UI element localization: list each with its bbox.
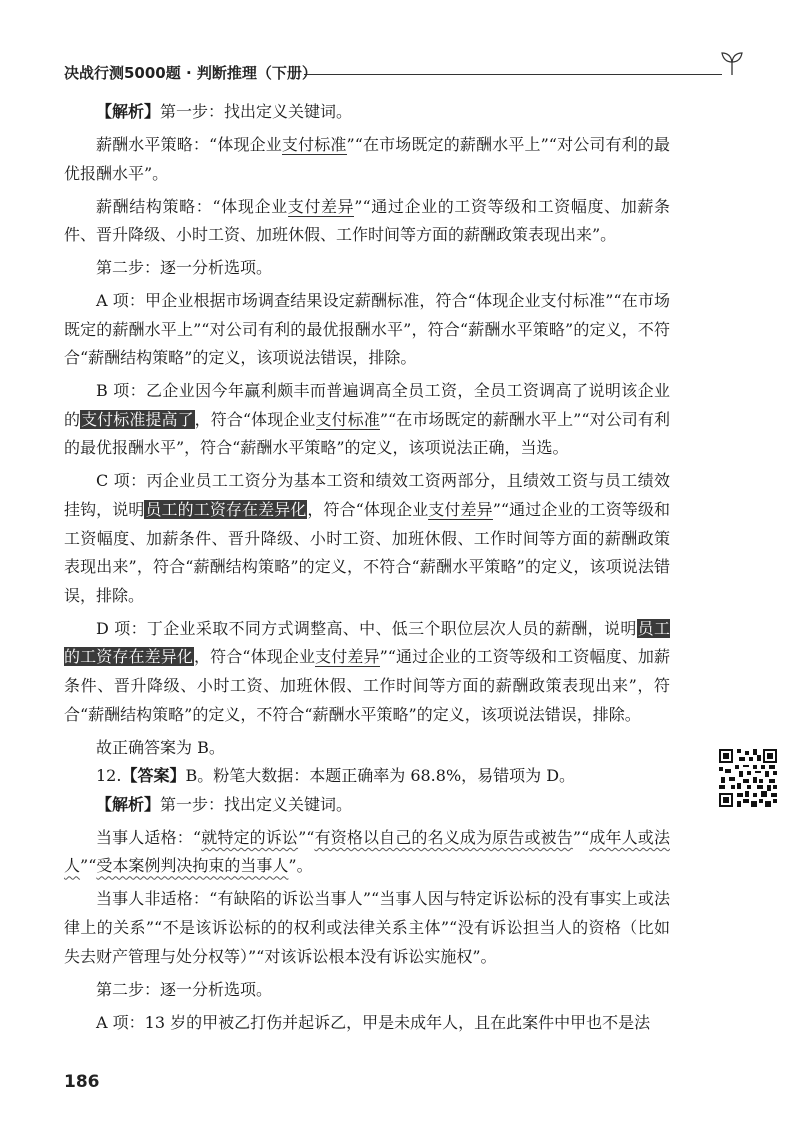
highlighted-phrase: 员工的工资存在差异化 xyxy=(64,618,670,667)
running-header xyxy=(64,60,744,86)
definition-improper-party: 当事人非适格：“有缺陷的诉讼当事人”“当事人因与特定诉讼标的没有事实上或法律上的关系”“不是该诉讼标的的权利或法律关系主体”“没有诉讼担当人的资格（比如失去财产管理与处分权等）”“对该诉讼根本没有诉讼实施权”。 xyxy=(64,889,670,966)
header-rule xyxy=(304,74,722,75)
underlined-keyword: 支付差异 xyxy=(315,647,380,667)
option-d-analysis: D 项：丁企业采取不同方式调整高、中、低三个职位层次人员的薪酬，说明员工的工资存在差异化，符合“体现企业支付差异”“通过企业的工资等级和工资幅度、加薪条件、晋升降级、小时工资、加班休假、工作时间等方面的薪酬政策表现出来”，符合“薪酬结构策略”的定义，不符合“薪酬水平策略”的定义，该项说法错误，排除。 xyxy=(64,618,670,724)
page-number: 186 xyxy=(64,1072,100,1092)
wavy-keyword: 有资格以自己的名义成为原告或被告 xyxy=(314,827,573,847)
leaf-icon xyxy=(720,50,744,76)
highlighted-phrase: 员工的工资存在差异化 xyxy=(145,500,307,520)
definition-salary-structure: 薪酬结构策略：“体现企业支付差异”“通过企业的工资等级和工资幅度、加薪条件、晋升降级、小时工资、加班休假、工作时间等方面的薪酬政策表现出来”。 xyxy=(64,196,670,245)
q12-analysis-step2: 第二步：逐一分析选项。 xyxy=(96,979,273,999)
option-a-analysis: A 项：甲企业根据市场调查结果设定薪酬标准，符合“体现企业支付标准”“在市场既定的薪酬水平上”“对公司有利的最优报酬水平”，符合“薪酬水平策略”的定义，不符合“薪酬结构策略”的定义，该项说法错误，排除。 xyxy=(64,291,670,368)
definition-proper-party: 当事人适格：“就特定的诉讼”“有资格以自己的名义成为原告或被告”“成年人或法人”“受本案例判决拘束的当事人”。 xyxy=(64,827,670,876)
underlined-keyword: 支付差异 xyxy=(287,196,355,216)
analysis-tag: 【解析】 xyxy=(96,794,161,814)
analysis-step1: 【解析】第一步：找出定义关键词。 xyxy=(96,102,353,121)
q12-analysis-step1: 【解析】第一步：找出定义关键词。 xyxy=(96,794,353,814)
underlined-keyword: 支付差异 xyxy=(428,500,493,520)
highlighted-phrase: 支付标准提高了 xyxy=(81,409,194,429)
wavy-keyword: 就特定的诉讼 xyxy=(201,827,299,847)
underlined-keyword: 支付标准 xyxy=(315,409,380,429)
answer-tag: 【答案】 xyxy=(121,766,186,786)
page-body xyxy=(64,98,670,1041)
qr-code-icon xyxy=(719,749,777,807)
wavy-keyword: 受本案例判决拘束的当事人 xyxy=(96,856,289,876)
analysis-tag: 【解析】 xyxy=(96,102,161,121)
underlined-keyword: 支付标准 xyxy=(281,134,347,154)
question-12-answer: 12.【答案】B。粉笔大数据：本题正确率为 68.8%，易错项为 D。 xyxy=(96,766,576,786)
wavy-keyword: 成年人或法人 xyxy=(64,827,670,876)
q12-option-a-analysis: A 项：13 岁的甲被乙打伤并起诉乙，甲是未成年人，且在此案件中甲也不是法 xyxy=(96,1012,651,1032)
analysis-step2: 第二步：逐一分析选项。 xyxy=(96,258,273,278)
option-b-analysis: B 项：乙企业因今年赢利颇丰而普遍调高全员工资，全员工资调高了说明该企业的支付标准提高了，符合“体现企业支付标准”“在市场既定的薪酬水平上”“对公司有利的最优报酬水平”，符合“薪酬水平策略”的定义，该项说法正确，当选。 xyxy=(64,381,670,458)
correct-answer: 故正确答案为 B。 xyxy=(96,737,225,757)
option-c-analysis: C 项：丙企业员工工资分为基本工资和绩效工资两部分，且绩效工资与员工绩效挂钩，说明员工的工资存在差异化，符合“体现企业支付差异”“通过企业的工资等级和工资幅度、加薪条件、晋升降级、小时工资、加班休假、工作时间等方面的薪酬政策表现出来”，符合“薪酬结构策略”的定义，不符合“薪酬水平策略”的定义，该项说法错误，排除。 xyxy=(64,471,670,605)
definition-salary-level: 薪酬水平策略：“体现企业支付标准”“在市场既定的薪酬水平上”“对公司有利的最优报酬水平”。 xyxy=(64,134,670,183)
book-title: 决战行测5000题 · 判断推理（下册） xyxy=(64,64,317,82)
